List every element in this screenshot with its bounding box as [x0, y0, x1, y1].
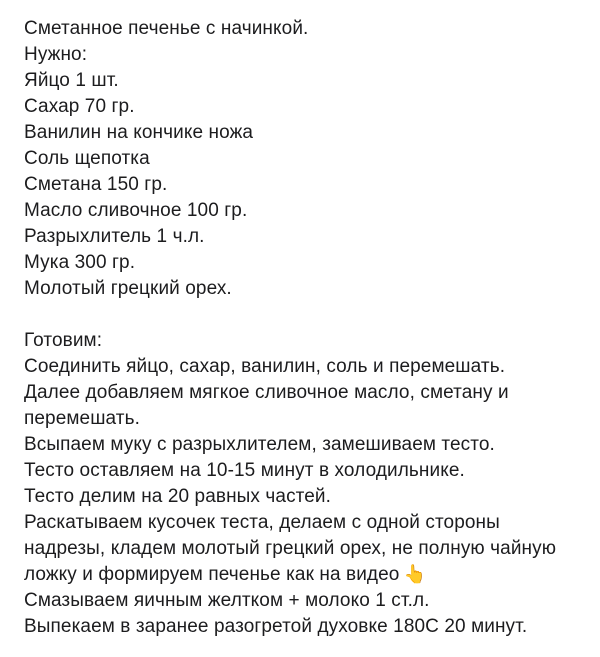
ingredient-item: Яйцо 1 шт.: [24, 70, 119, 91]
ingredient-item: Разрыхлитель 1 ч.л.: [24, 226, 205, 247]
step-item-with-emoji: [24, 510, 584, 588]
ingredient-item: Сахар 70 гр.: [24, 96, 135, 117]
step-item: Соединить яйцо, сахар, ванилин, соль и перемешать.: [24, 356, 506, 377]
pointing-up-icon: 👆: [403, 564, 426, 585]
recipe-message: [24, 16, 584, 640]
ingredient-item: Молотый грецкий орех.: [24, 278, 232, 299]
step-item: Всыпаем муку с разрыхлителем, замешиваем тесто.: [24, 434, 495, 455]
ingredients-header: Нужно:: [24, 44, 88, 65]
ingredient-item: Соль щепотка: [24, 148, 150, 169]
ingredient-item: Ванилин на кончике ножа: [24, 122, 254, 143]
step-text: Раскатываем кусочек теста, делаем с одной стороны надрезы, кладем молотый грецкий орех, не полную чайную ложку и формируем печенье как на видео: [24, 512, 557, 585]
step-item: Выпекаем в заранее разогретой духовке 180С 20 минут.: [24, 616, 528, 637]
step-item: Далее добавляем мягкое сливочное масло, сметану и перемешать.: [24, 382, 509, 429]
step-item: Смазываем яичным желтком + молоко 1 ст.л.: [24, 590, 430, 611]
step-item: Тесто оставляем на 10-15 минут в холодильнике.: [24, 460, 465, 481]
ingredient-item: Сметана 150 гр.: [24, 174, 168, 195]
section-spacer: [24, 302, 584, 328]
ingredient-item: Масло сливочное 100 гр.: [24, 200, 248, 221]
ingredient-item: Мука 300 гр.: [24, 252, 136, 273]
step-item: Тесто делим на 20 равных частей.: [24, 486, 332, 507]
recipe-title: Сметанное печенье с начинкой.: [24, 18, 309, 39]
steps-header: Готовим:: [24, 330, 103, 351]
